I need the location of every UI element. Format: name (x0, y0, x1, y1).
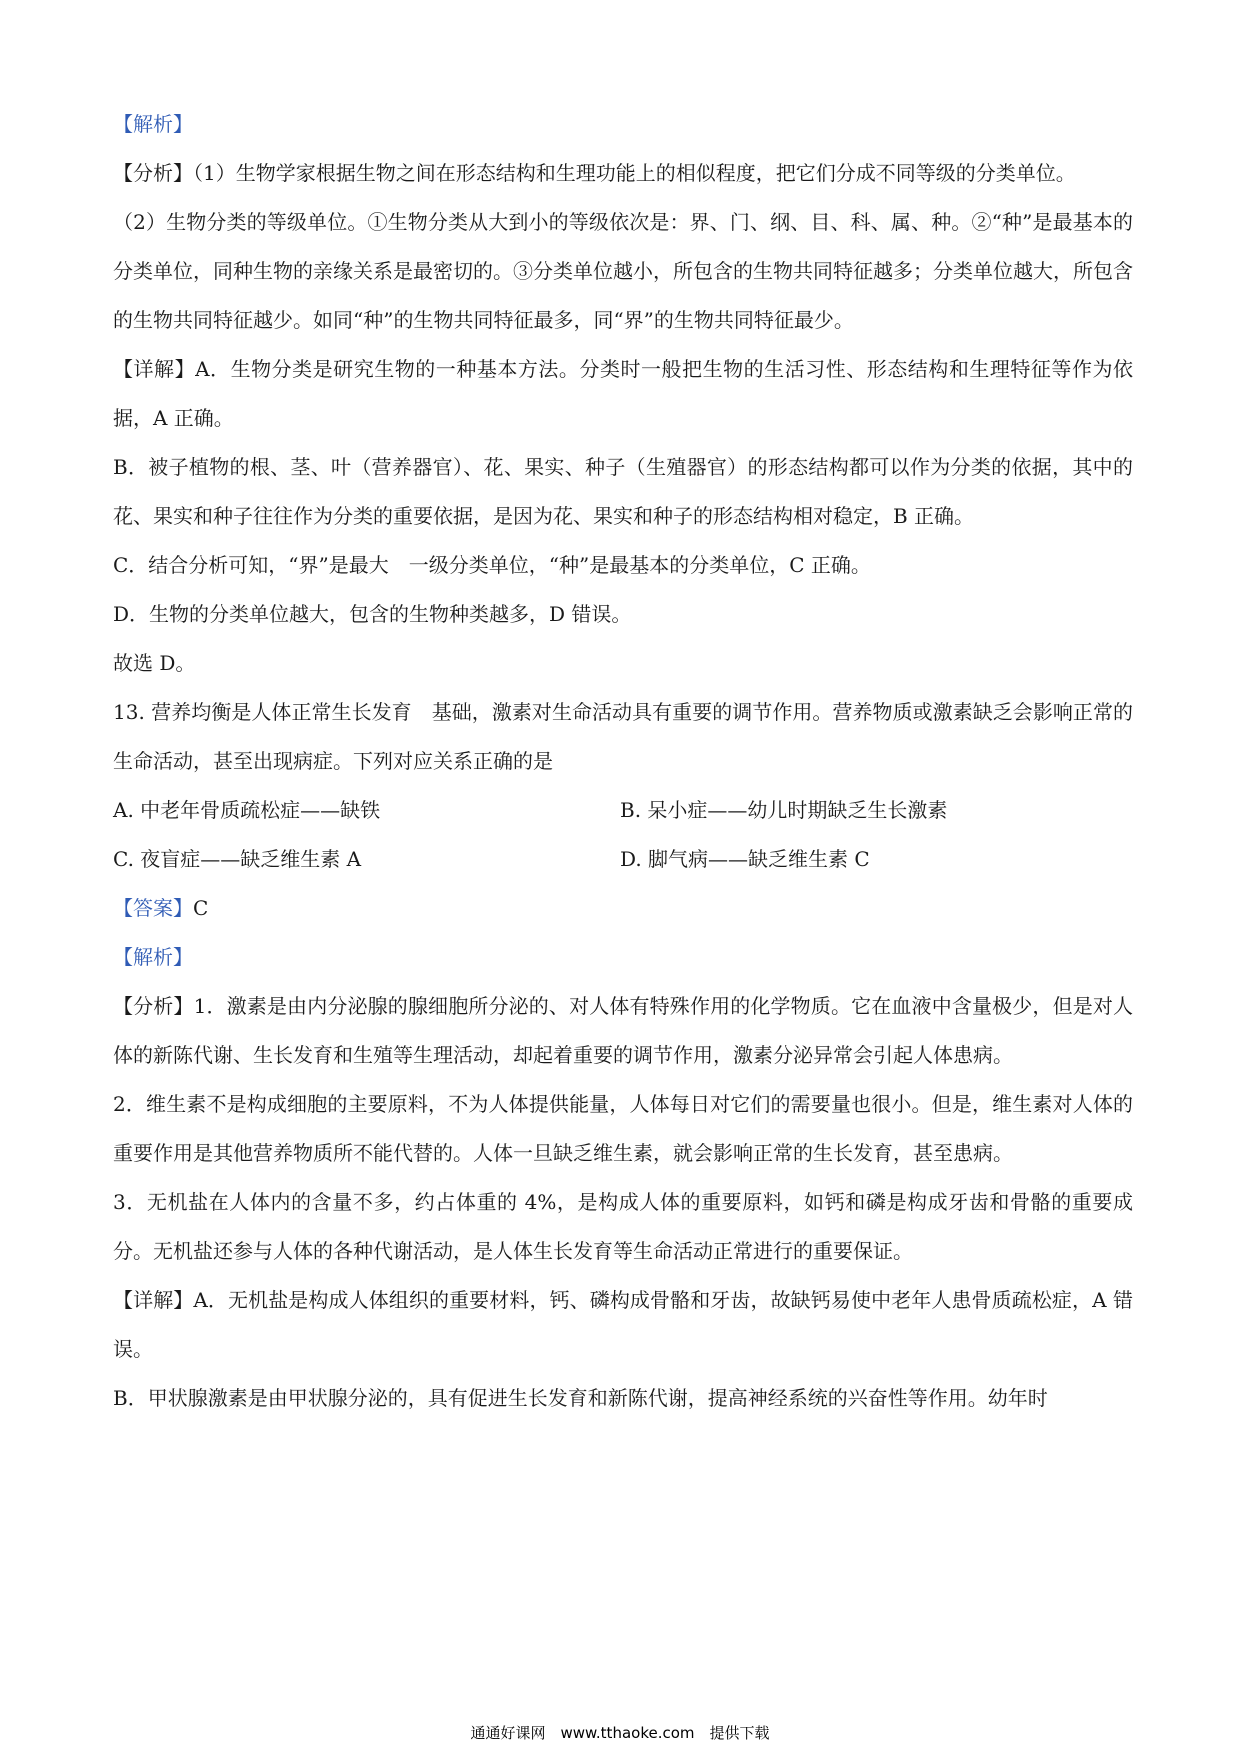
q13-xiangjie-a (113, 1276, 1133, 1374)
fenxi-lead: 【分析】 (113, 161, 193, 185)
xiangjie-paragraph-c: C．结合分析可知，“界”是最大 一级分类单位，“种”是最基本的分类单位，C 正确。 (113, 553, 871, 577)
page-content (113, 100, 1133, 1423)
xiangjie-text-a: A．生物分类是研究生物的一种基本方法。分类时一般把生物的生活习性、形态结构和生理特征等作为依据，A 正确。 (113, 357, 1133, 430)
option-b: B. 呆小症——幼儿时期缺乏生长激素 (620, 798, 948, 822)
q13-xiangjie-text-a: A．无机盐是构成人体组织的重要材料，钙、磷构成骨骼和牙齿，故缺钙易使中老年人患骨质疏松症，A 错误。 (113, 1288, 1134, 1361)
xiangjie-paragraph-a (113, 345, 1133, 443)
q13-fenxi-2: 2．维生素不是构成细胞的主要原料，不为人体提供能量，人体每日对它们的需要量也很小。但是，维生素对人体的重要作用是其他营养物质所不能代替的。人体一旦缺乏维生素，就会影响正常的生长发育，甚至患病。 (113, 1092, 1133, 1165)
q13-fenxi-1 (113, 982, 1133, 1080)
footer-credit: 通通好课网 www.tthaoke.com 提供下载 (470, 1724, 770, 1742)
fenxi-paragraph-2: （2）生物分类的等级单位。①生物分类从大到小的等级依次是：界、门、纲、目、科、属、种。②“种”是最基本的分类单位，同种生物的亲缘关系是最密切的。③分类单位越小，所包含的生物共同特征越多；分类单位越大，所包含的生物共同特征越少。如同“种”的生物共同特征最多，同“界”的生物共同特征最少。 (113, 210, 1133, 332)
fenxi-paragraph-1 (113, 149, 1133, 198)
q13-fenxi-text-1: 1．激素是由内分泌腺的腺细胞所分泌的、对人体有特殊作用的化学物质。它在血液中含量极少，但是对人体的新陈代谢、生长发育和生殖等生理活动，却起着重要的调节作用，激素分泌异常会引起人体患病。 (113, 994, 1134, 1067)
xiangjie-paragraph-d: D．生物的分类单位越大，包含的生物种类越多，D 错误。 (113, 602, 632, 626)
fenxi-text-1: （1）生物学家根据生物之间在形态结构和生理功能上的相似程度，把它们分成不同等级的分类单位。 (193, 161, 1076, 185)
q13-fenxi-lead: 【分析】 (113, 994, 194, 1018)
xiangjie-lead: 【详解】 (113, 357, 196, 381)
conclusion: 故选 D。 (113, 651, 196, 675)
option-c: C. 夜盲症——缺乏维生素 A (113, 847, 362, 871)
options-row-2 (113, 835, 1133, 884)
q13-fenxi-3: 3．无机盐在人体内的含量不多，约占体重的 4%，是构成人体的重要原料，如钙和磷是构成牙齿和骨骼的重要成分。无机盐还参与人体的各种代谢活动，是人体生长发育等生命活动正常进行的重要保证。 (113, 1190, 1133, 1263)
options-row-1 (113, 786, 1133, 835)
option-a: A. 中老年骨质疏松症——缺铁 (113, 798, 381, 822)
question-13-stem: 13. 营养均衡是人体正常生长发育 基础，激素对生命活动具有重要的调节作用。营养物质或激素缺乏会影响正常的生命活动，甚至出现病症。下列对应关系正确的是 (113, 700, 1133, 773)
analysis-tag: 【解析】 (113, 112, 193, 136)
xiangjie-paragraph-b: B．被子植物的根、茎、叶（营养器官）、花、果实、种子（生殖器官）的形态结构都可以作为分类的依据，其中的花、果实和种子往往作为分类的重要依据，是因为花、果实和种子的形态结构相对稳定，B 正确。 (113, 455, 1133, 528)
option-d: D. 脚气病——缺乏维生素 C (620, 847, 870, 871)
answer-line (113, 884, 1133, 933)
answer-tag: 【答案】 (113, 896, 193, 920)
q13-xiangjie-lead: 【详解】 (113, 1288, 194, 1312)
answer-value: C (193, 896, 209, 920)
analysis-tag-2: 【解析】 (113, 945, 193, 969)
q13-xiangjie-b: B．甲状腺激素是由甲状腺分泌的，具有促进生长发育和新陈代谢，提高神经系统的兴奋性等作用。幼年时 (113, 1386, 1048, 1410)
